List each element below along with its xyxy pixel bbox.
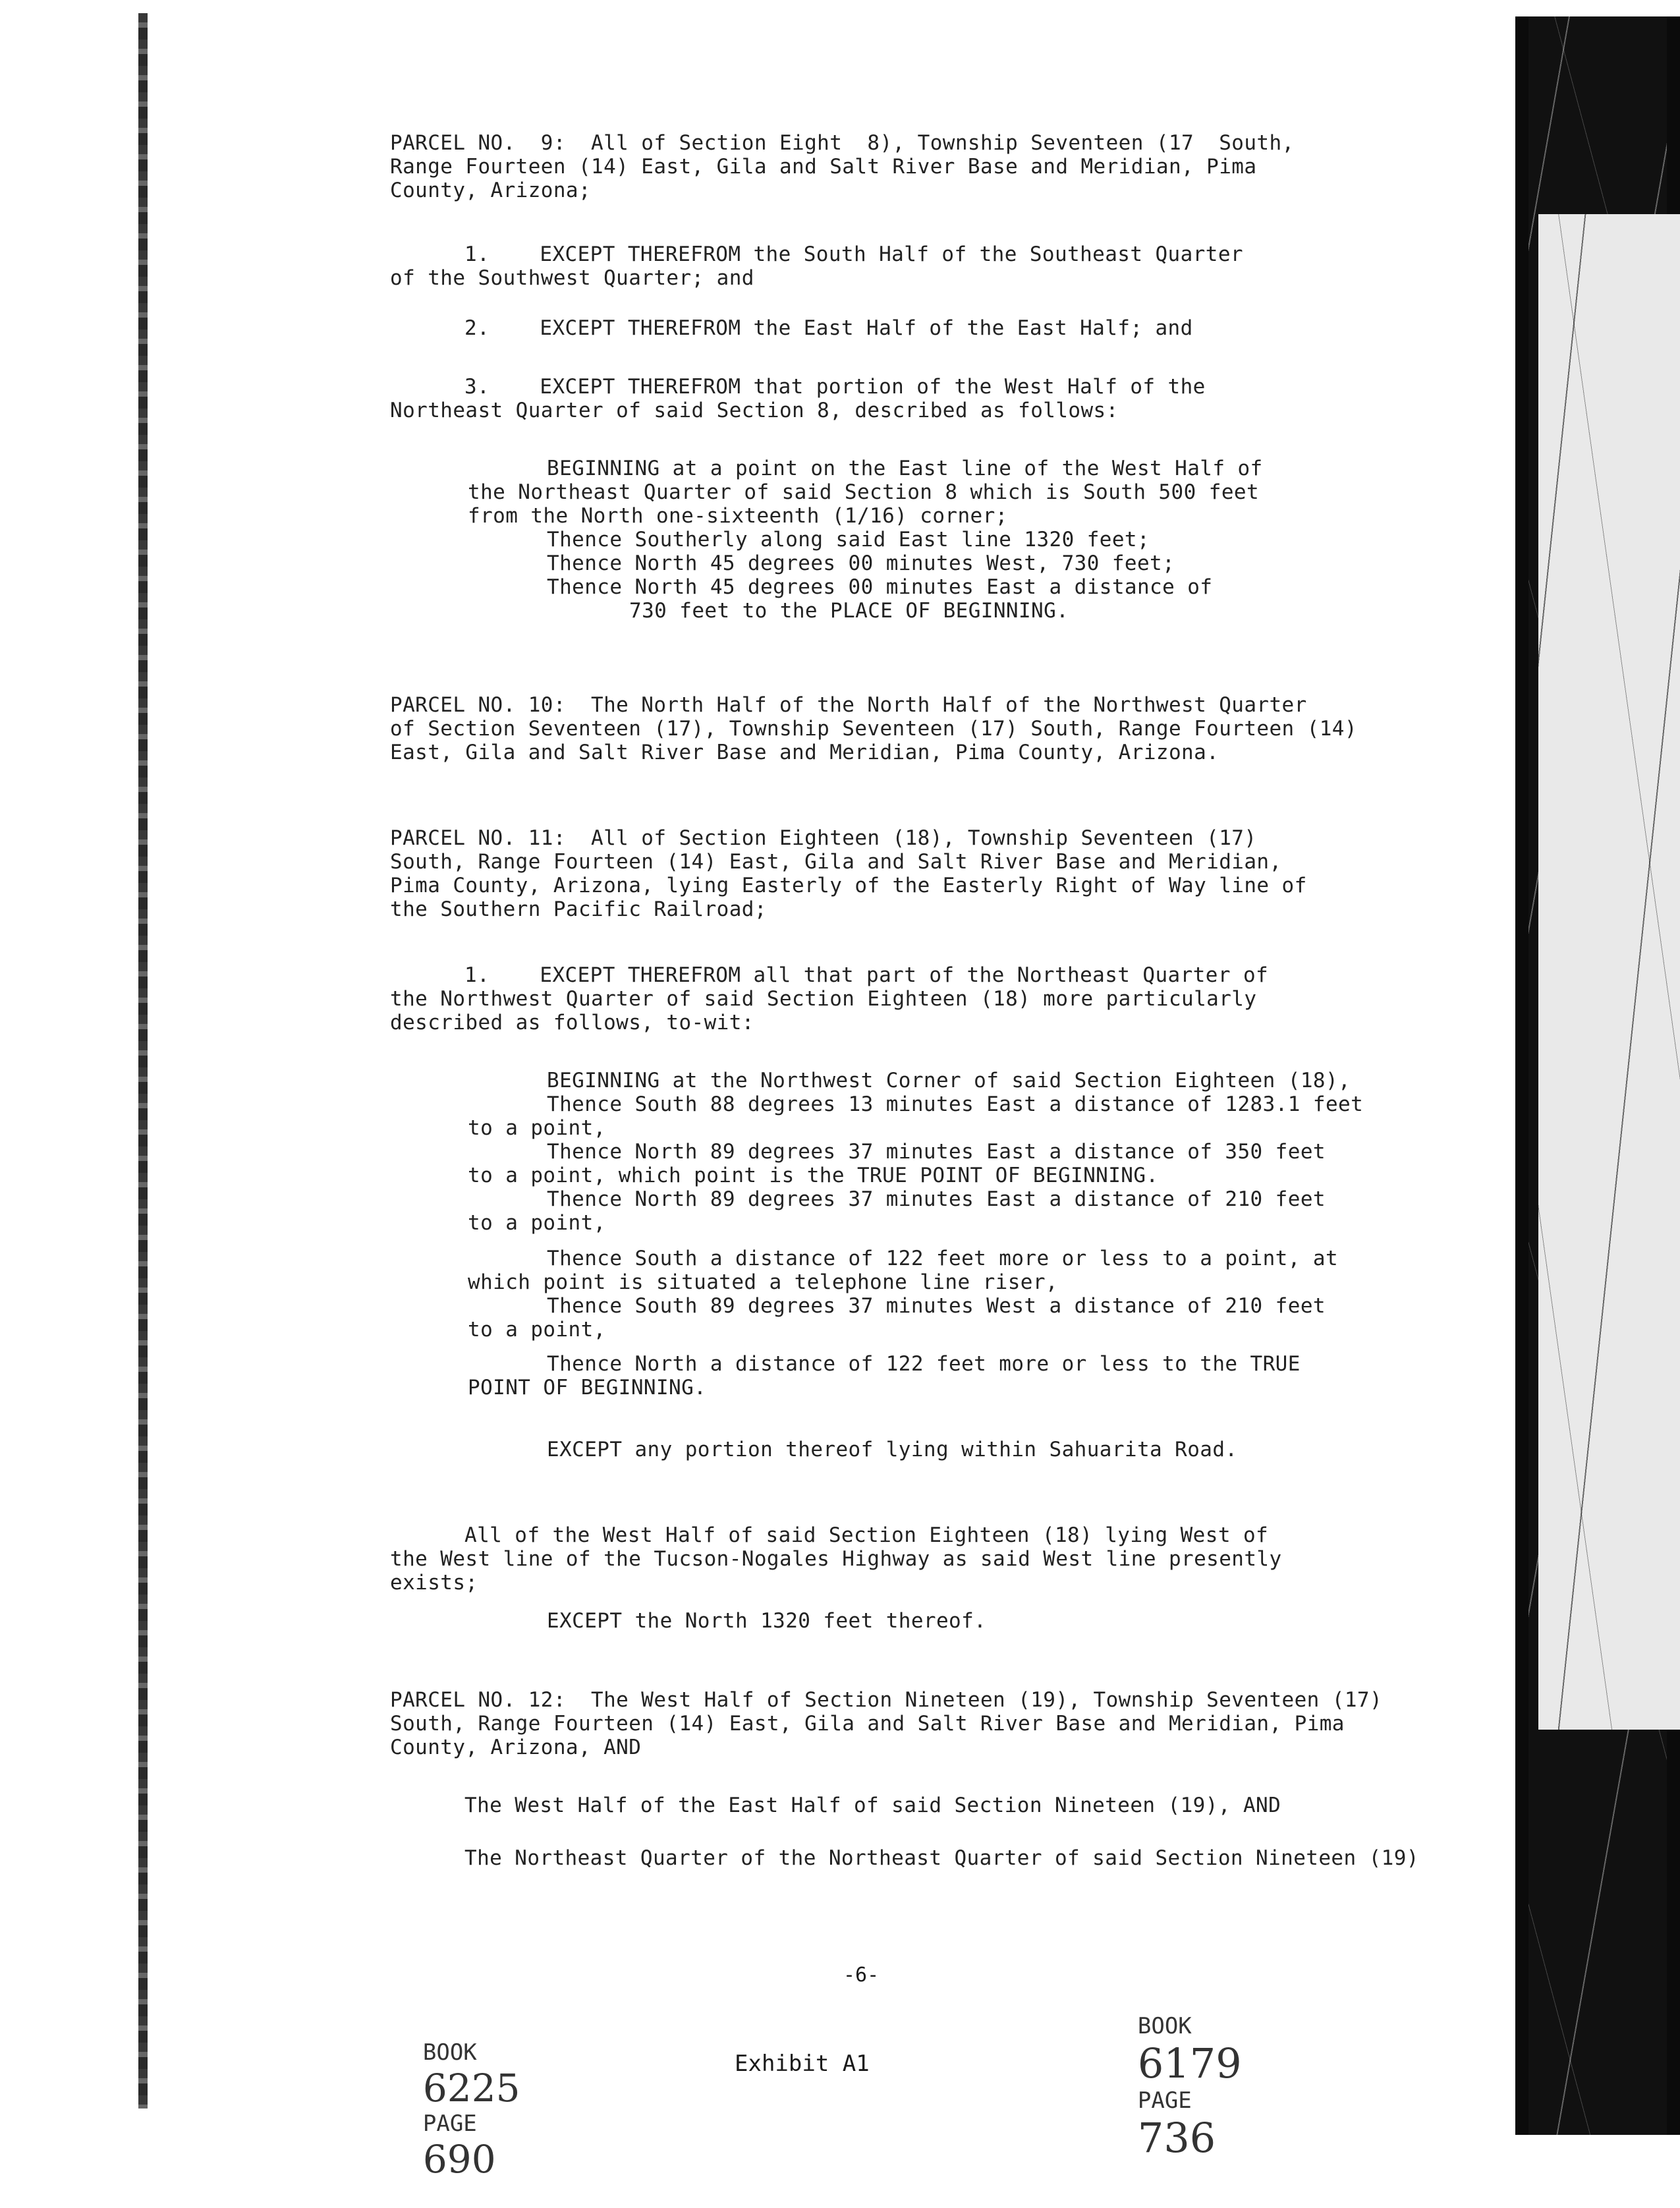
stamp-right-book-label: BOOK	[1137, 2013, 1192, 2039]
document-line: 1. EXCEPT THEREFROM all that part of the Northeast Quarter of	[464, 963, 1269, 987]
document-line: PARCEL NO. 10: The North Half of the North Half of the Northwest Quarter	[390, 693, 1307, 717]
document-line: EXCEPT any portion thereof lying within Sahuarita Road.	[547, 1438, 1238, 1461]
document-line: of Section Seventeen (17), Township Seventeen (17) South, Range Fourteen (14)	[390, 717, 1357, 741]
exhibit-label: Exhibit A1	[735, 2051, 870, 2077]
document-line: 3. EXCEPT THEREFROM that portion of the West Half of the	[464, 375, 1206, 399]
document-line: PARCEL NO. 11: All of Section Eighteen (18), Township Seventeen (17)	[390, 826, 1257, 850]
document-line: 2. EXCEPT THEREFROM the East Half of the East Half; and	[464, 316, 1193, 340]
document-line: South, Range Fourteen (14) East, Gila and Salt River Base and Meridian, Pima	[390, 1712, 1345, 1736]
document-line: Thence North a distance of 122 feet more or less to the TRUE	[547, 1352, 1301, 1376]
recording-stamp-right	[1084, 1987, 1242, 2188]
stamp-right-page-number: 736	[1137, 2114, 1216, 2162]
document-line: All of the West Half of said Section Eighteen (18) lying West of	[464, 1523, 1269, 1547]
document-line: Thence South 88 degrees 13 minutes East a distance of 1283.1 feet	[547, 1092, 1364, 1116]
document-line: to a point,	[468, 1116, 606, 1140]
document-line: Thence North 89 degrees 37 minutes East a distance of 350 feet	[547, 1140, 1326, 1164]
document-line: of the Southwest Quarter; and	[390, 266, 754, 290]
document-line: to a point,	[468, 1211, 606, 1235]
document-line: The Northeast Quarter of the Northeast Quarter of said Section Nineteen (19)	[464, 1846, 1419, 1870]
document-line: from the North one-sixteenth (1/16) corner;	[468, 504, 1008, 528]
document-line: exists;	[390, 1571, 478, 1595]
document-line: EXCEPT the North 1320 feet thereof.	[547, 1609, 987, 1633]
document-line: Range Fourteen (14) East, Gila and Salt River Base and Meridian, Pima	[390, 155, 1257, 179]
page-number: -6-	[843, 1964, 880, 1987]
document-line: Northeast Quarter of said Section 8, described as follows:	[390, 399, 1119, 422]
document-line: The West Half of the East Half of said Section Nineteen (19), AND	[464, 1794, 1281, 1817]
document-line: to a point, which point is the TRUE POINT OF BEGINNING.	[468, 1164, 1159, 1187]
document-line: BEGINNING at a point on the East line of the West Half of	[547, 457, 1263, 480]
document-line: County, Arizona;	[390, 179, 592, 202]
recording-stamp-left	[369, 2013, 520, 2208]
stamp-right-page-label: PAGE	[1137, 2087, 1192, 2114]
document-line: the Northwest Quarter of said Section Eighteen (18) more particularly	[390, 987, 1257, 1011]
scan-edge-highlight	[1538, 214, 1680, 1730]
document-line: described as follows, to-wit:	[390, 1011, 754, 1034]
document-line: Thence South 89 degrees 37 minutes West a distance of 210 feet	[547, 1294, 1326, 1318]
stamp-left-page-label: PAGE	[422, 2110, 477, 2137]
stamp-left-book-number: 6225	[422, 2066, 520, 2110]
document-line: Thence North 89 degrees 37 minutes East a distance of 210 feet	[547, 1187, 1326, 1211]
document-line: the West line of the Tucson-Nogales Highway as said West line presently	[390, 1547, 1282, 1571]
document-line: POINT OF BEGINNING.	[468, 1376, 707, 1400]
document-line: BEGINNING at the Northwest Corner of said Section Eighteen (18),	[547, 1069, 1351, 1092]
document-line: East, Gila and Salt River Base and Meridian, Pima County, Arizona.	[390, 741, 1219, 764]
document-line: Thence North 45 degrees 00 minutes West, 730 feet;	[547, 552, 1175, 575]
document-line: County, Arizona, AND	[390, 1736, 642, 1759]
document-line: South, Range Fourteen (14) East, Gila and Salt River Base and Meridian,	[390, 850, 1282, 874]
stamp-right-book-number: 6179	[1137, 2039, 1242, 2087]
document-line: which point is situated a telephone line riser,	[468, 1270, 1058, 1294]
document-line: 730 feet to the PLACE OF BEGINNING.	[629, 599, 1069, 623]
document-line: PARCEL NO. 9: All of Section Eight 8), Township Seventeen (17 South,	[390, 131, 1295, 155]
document-line: Thence South a distance of 122 feet more or less to a point, at	[547, 1247, 1339, 1270]
stamp-left-book-label: BOOK	[422, 2039, 477, 2066]
document-line: Thence Southerly along said East line 1320 feet;	[547, 528, 1150, 552]
document-line: PARCEL NO. 12: The West Half of Section Nineteen (19), Township Seventeen (17)	[390, 1688, 1383, 1712]
document-line: Thence North 45 degrees 00 minutes East a distance of	[547, 575, 1213, 599]
document-line: to a point,	[468, 1318, 606, 1342]
document-line: the Southern Pacific Railroad;	[390, 897, 767, 921]
document-line: Pima County, Arizona, lying Easterly of the Easterly Right of Way line of	[390, 874, 1307, 897]
stamp-left-page-number: 690	[422, 2137, 496, 2182]
document-line: 1. EXCEPT THEREFROM the South Half of the Southeast Quarter	[464, 242, 1243, 266]
scan-edge-right	[1515, 16, 1680, 2135]
scan-edge-left	[138, 13, 148, 2109]
document-line: the Northeast Quarter of said Section 8 which is South 500 feet	[468, 480, 1260, 504]
